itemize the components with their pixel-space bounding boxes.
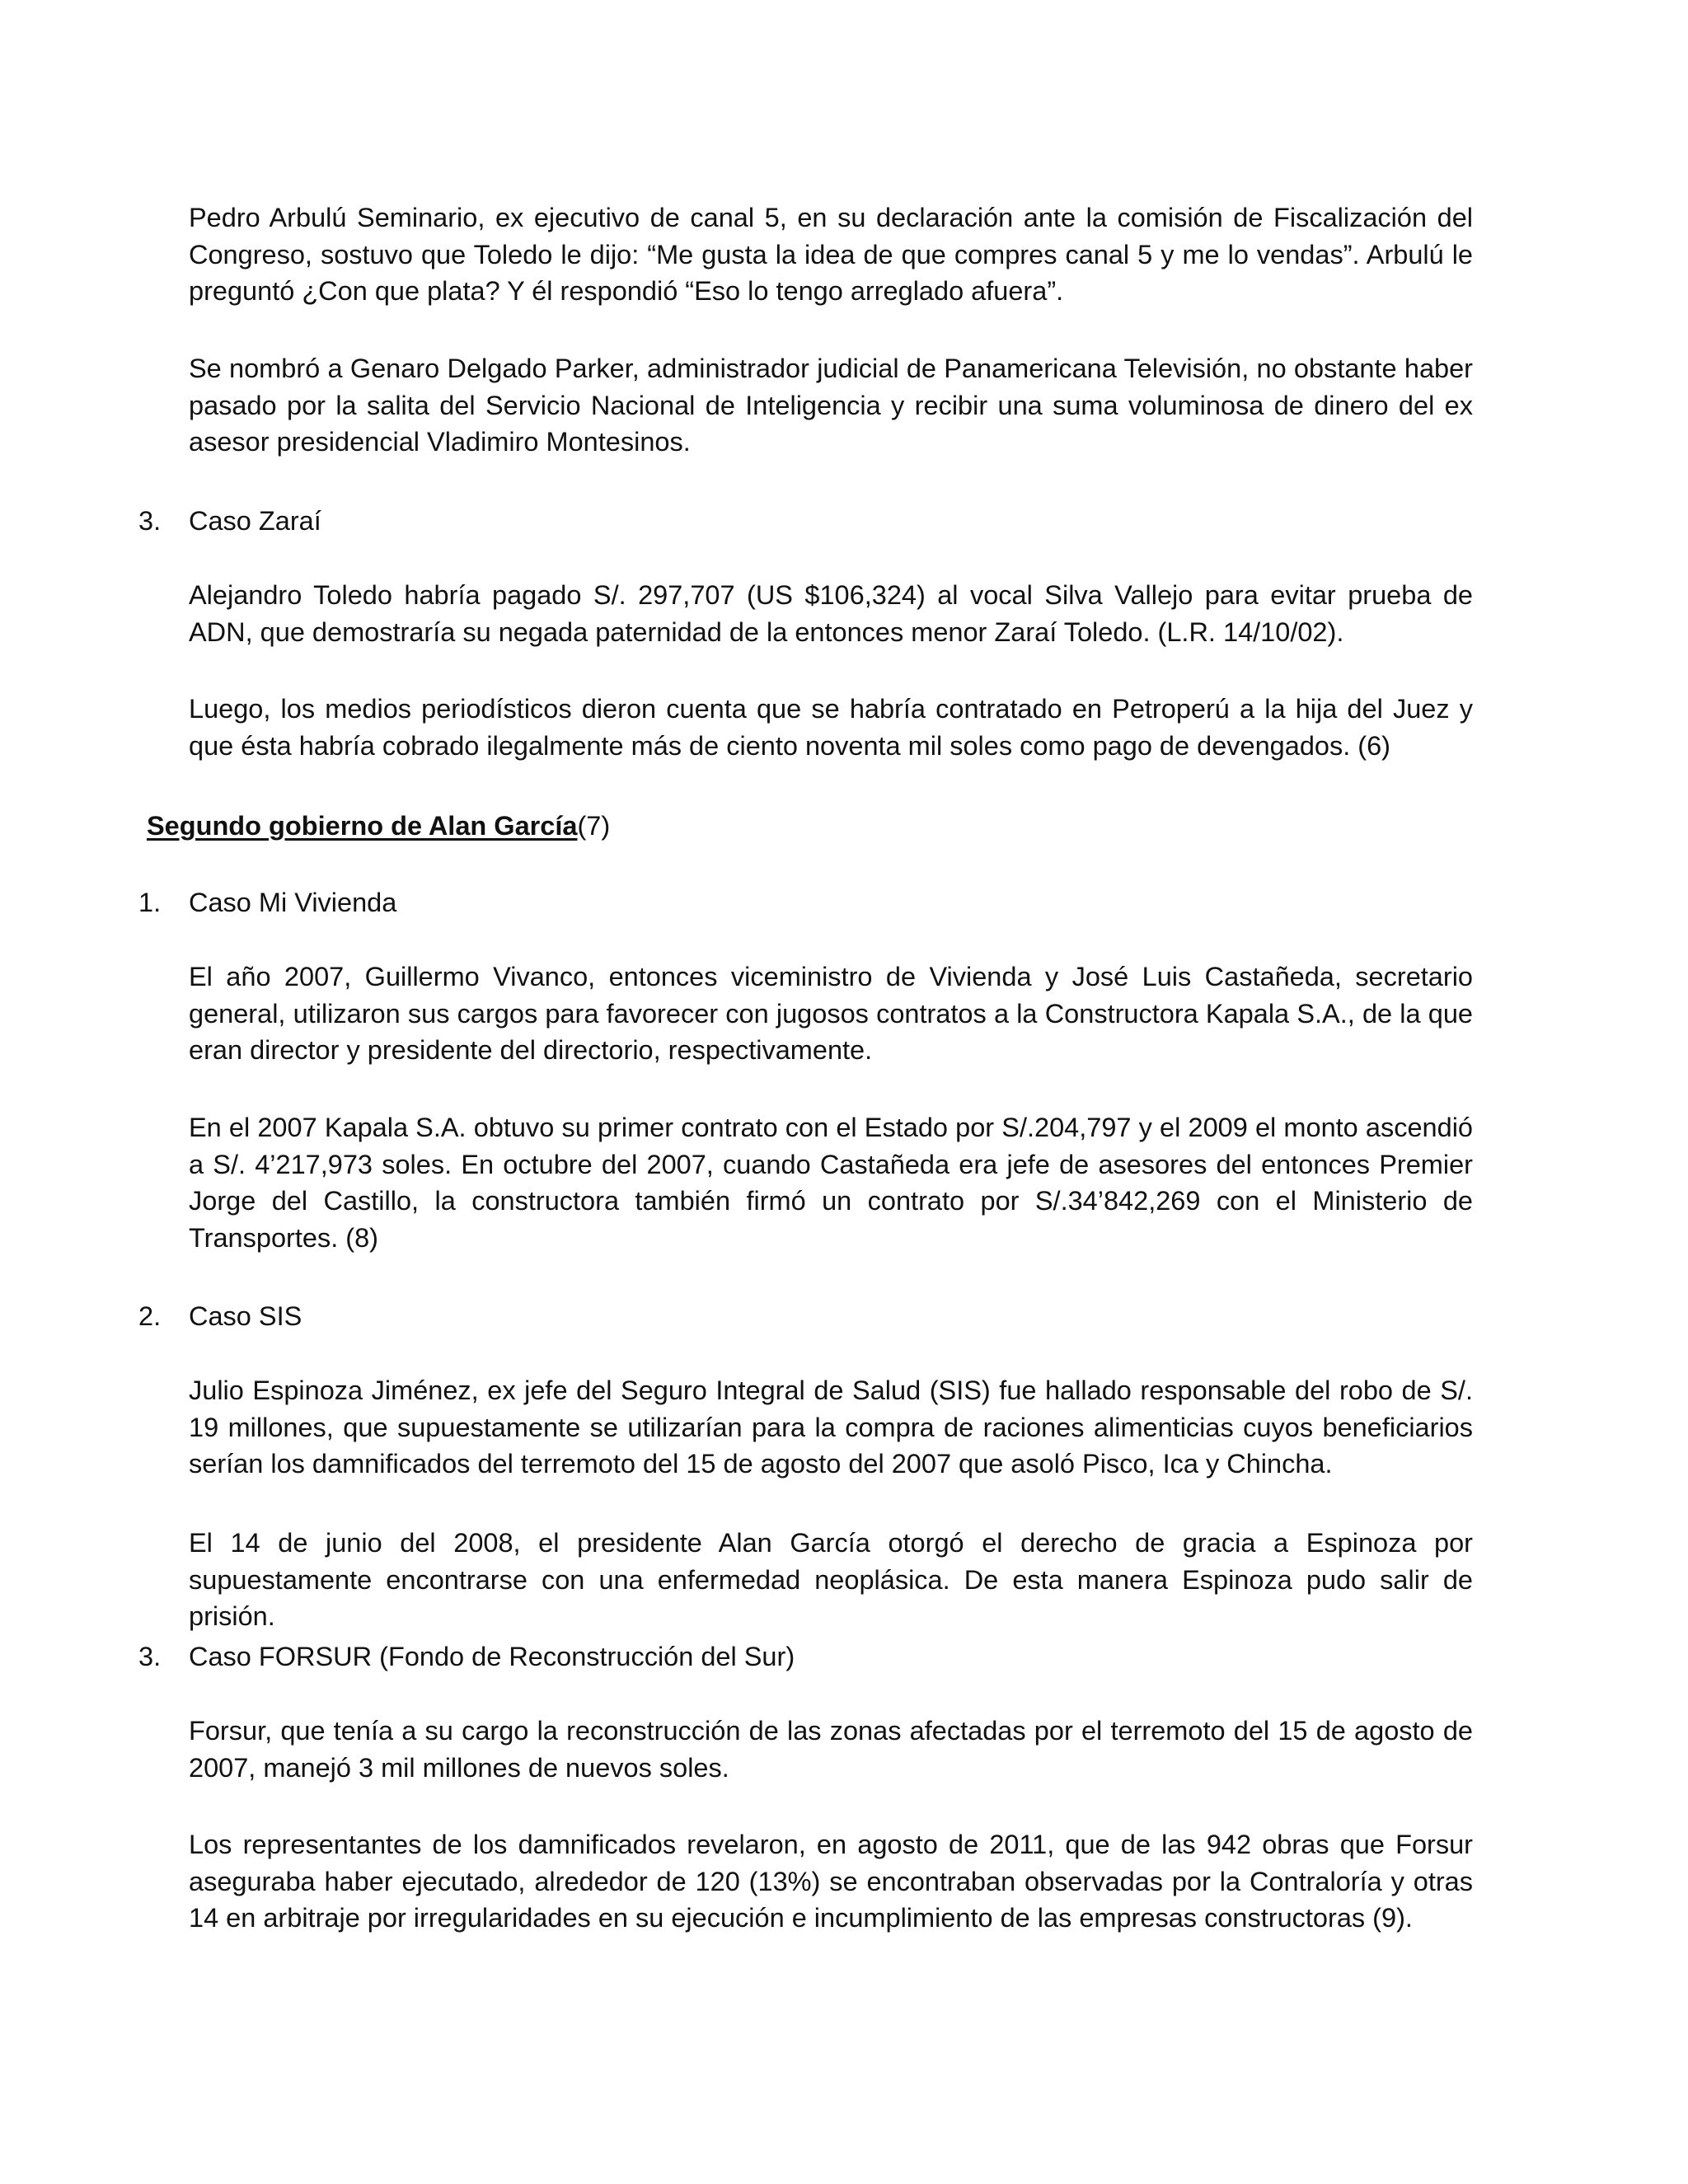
section-heading-alan-garcia (147, 808, 610, 845)
list-title-caso-forsur: Caso FORSUR (Fondo de Reconstrucción del Sur) (189, 1642, 795, 1671)
paragraph-sis-2: El 14 de junio del 2008, el presidente Alan García otorgó el derecho de gracia a Espinoza por supuestamente encontrarse con una enfermedad neoplásica. De esta manera Espinoza pudo salir de prisión. (189, 1528, 1473, 1631)
list-title-caso-mi-vivienda: Caso Mi Vivienda (189, 888, 397, 917)
list-number-1: 1. (138, 888, 162, 917)
paragraph-forsur-1: Forsur, que tenía a su cargo la reconstrucción de las zonas afectadas por el terremoto del 15 de agosto de 2007, manejó 3 mil millones de nuevos soles. (189, 1716, 1473, 1783)
paragraph-vivienda-1: El año 2007, Guillermo Vivanco, entonces viceministro de Vivienda y José Luis Castañeda, secretario general, utilizaron sus cargos para favorecer con jugosos contratos a la Constructora Kapala S.A., de la que eran director y presidente del directorio, respectivamente. (189, 962, 1473, 1065)
paragraph-zarai-2: Luego, los medios periodísticos dieron cuenta que se habría contratado en Petroperú a la hija del Juez y que ésta habría cobrado ilegalmente más de ciento noventa mil soles como pago de devengados. (6) (189, 694, 1473, 761)
list-title-caso-zarai: Caso Zaraí (189, 506, 321, 536)
paragraph-sis-1: Julio Espinoza Jiménez, ex jefe del Seguro Integral de Salud (SIS) fue hallado responsable del robo de S/. 19 millones, que supuestamente se utilizarían para la compra de raciones alimenticias cuyos beneficiarios serían los damnificados del terremoto del 15 de agosto del 2007 que asoló Pisco, Ica y Chincha. (189, 1376, 1473, 1479)
paragraph-arbulu: Pedro Arbulú Seminario, ex ejecutivo de canal 5, en su declaración ante la comisión de Fiscalización del Congreso, sostuvo que Toledo le dijo: “Me gusta la idea de que compres canal 5 y me lo vendas”. Arbulú le preguntó ¿Con que plata? Y él respondió “Eso lo tengo arreglado afuera”. (189, 203, 1473, 306)
list-number-3: 3. (138, 506, 162, 536)
paragraph-zarai-1: Alejandro Toledo habría pagado S/. 297,707 (US $106,324) al vocal Silva Vallejo para evitar prueba de ADN, que demostraría su negada paternidad de la entonces menor Zaraí Toledo. (L.R. 14/10/02). (189, 580, 1473, 647)
paragraph-delgado-parker: Se nombró a Genaro Delgado Parker, administrador judicial de Panamericana Televisión, no obstante haber pasado por la salita del Servicio Nacional de Inteligencia y recibir una suma voluminosa de dinero del ex asesor presidencial Vladimiro Montesinos. (189, 354, 1473, 457)
list-title-caso-sis: Caso SIS (189, 1301, 302, 1331)
section-heading-title: Segundo gobierno de Alan García (147, 811, 578, 841)
section-heading-ref: (7) (577, 811, 611, 841)
list-number-3-forsur: 3. (138, 1642, 162, 1671)
list-number-2: 2. (138, 1301, 162, 1331)
paragraph-forsur-2: Los representantes de los damnificados revelaron, en agosto de 2011, que de las 942 obras que Forsur aseguraba haber ejecutado, alrededor de 120 (13%) se encontraban observadas por la Contraloría y otras 14 en arbitraje por irregularidades en su ejecución e incumplimiento de las empresas constructoras (9). (189, 1830, 1473, 1933)
paragraph-vivienda-2: En el 2007 Kapala S.A. obtuvo su primer contrato con el Estado por S/.204,797 y el 2009 el monto ascendió a S/. 4’217,973 soles. En octubre del 2007, cuando Castañeda era jefe de asesores del entonces Premier Jorge del Castillo, la constructora también firmó un contrato por S/.34’842,269 con el Ministerio de Transportes. (8) (189, 1113, 1473, 1253)
